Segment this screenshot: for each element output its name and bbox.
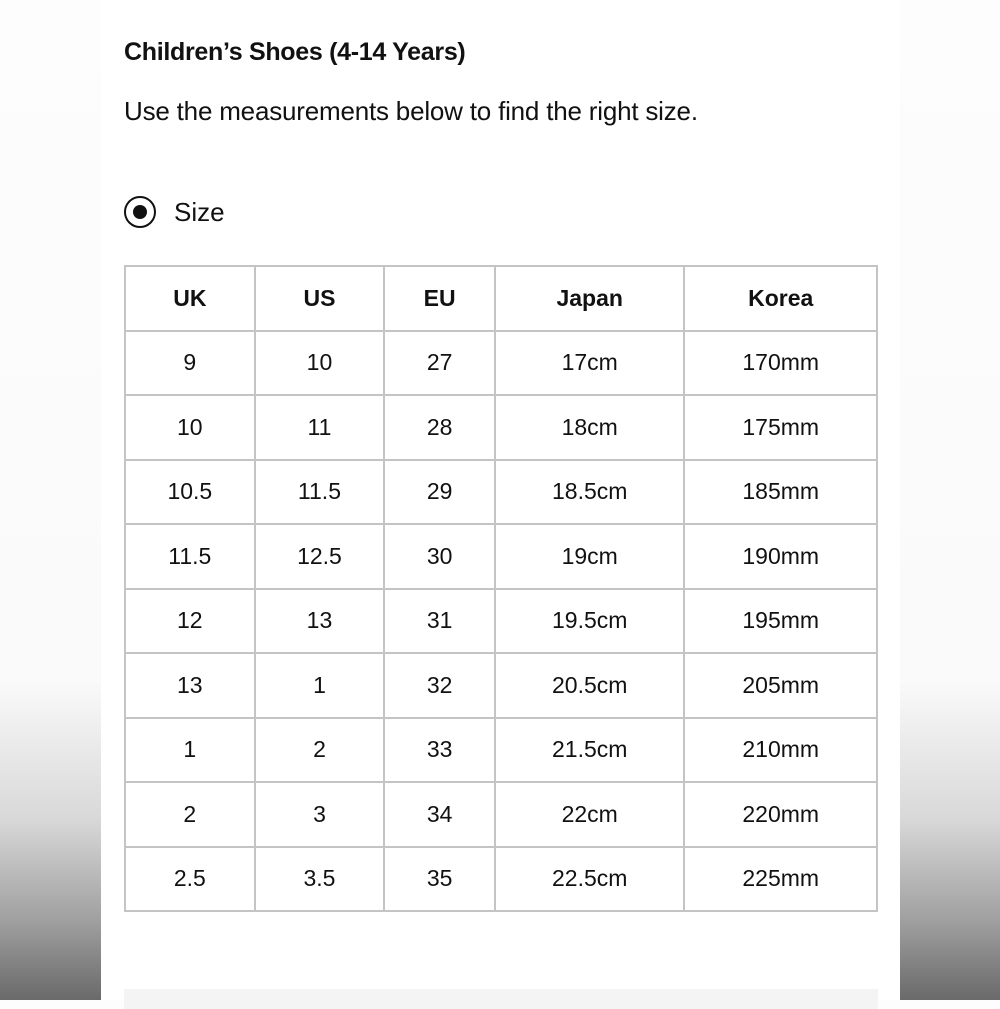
table-cell-japan: 20.5cm <box>495 653 685 718</box>
table-cell-japan: 17cm <box>495 331 685 396</box>
table-row <box>125 718 877 783</box>
table-cell-eu: 29 <box>384 460 495 525</box>
table-cell-eu: 30 <box>384 524 495 589</box>
table-cell-eu: 27 <box>384 331 495 396</box>
column-header-uk: UK <box>125 266 255 331</box>
table-cell-korea: 210mm <box>684 718 877 783</box>
table-cell-us: 2 <box>255 718 385 783</box>
table-cell-us: 1 <box>255 653 385 718</box>
table-cell-japan: 21.5cm <box>495 718 685 783</box>
table-cell-japan: 22.5cm <box>495 847 685 912</box>
table-cell-korea: 170mm <box>684 331 877 396</box>
table-cell-korea: 220mm <box>684 782 877 847</box>
table-cell-us: 3.5 <box>255 847 385 912</box>
table-cell-uk: 10 <box>125 395 255 460</box>
table-cell-uk: 11.5 <box>125 524 255 589</box>
size-table <box>124 265 878 912</box>
table-cell-uk: 12 <box>125 589 255 654</box>
table-cell-eu: 35 <box>384 847 495 912</box>
table-cell-us: 13 <box>255 589 385 654</box>
column-header-us: US <box>255 266 385 331</box>
size-guide-panel <box>101 0 900 1000</box>
table-cell-japan: 22cm <box>495 782 685 847</box>
table-row <box>125 847 877 912</box>
table-cell-uk: 1 <box>125 718 255 783</box>
table-cell-uk: 13 <box>125 653 255 718</box>
column-header-korea: Korea <box>684 266 877 331</box>
table-cell-korea: 205mm <box>684 653 877 718</box>
table-cell-uk: 2 <box>125 782 255 847</box>
table-cell-korea: 225mm <box>684 847 877 912</box>
table-cell-us: 3 <box>255 782 385 847</box>
table-cell-japan: 18cm <box>495 395 685 460</box>
table-row <box>125 782 877 847</box>
table-cell-japan: 19.5cm <box>495 589 685 654</box>
table-cell-eu: 32 <box>384 653 495 718</box>
table-cell-eu: 34 <box>384 782 495 847</box>
table-row <box>125 331 877 396</box>
table-cell-us: 10 <box>255 331 385 396</box>
table-cell-eu: 31 <box>384 589 495 654</box>
radio-selected-icon[interactable] <box>124 196 156 228</box>
size-radio-option[interactable] <box>124 196 225 228</box>
table-cell-us: 11.5 <box>255 460 385 525</box>
column-header-eu: EU <box>384 266 495 331</box>
table-cell-uk: 10.5 <box>125 460 255 525</box>
table-cell-korea: 195mm <box>684 589 877 654</box>
table-cell-korea: 185mm <box>684 460 877 525</box>
table-row <box>125 589 877 654</box>
table-row <box>125 524 877 589</box>
table-cell-uk: 9 <box>125 331 255 396</box>
table-cell-korea: 175mm <box>684 395 877 460</box>
info-box <box>124 989 878 1009</box>
table-row <box>125 395 877 460</box>
page-title: Children’s Shoes (4-14 Years) <box>124 38 466 66</box>
page-subtitle: Use the measurements below to find the right size. <box>124 96 698 126</box>
table-cell-japan: 18.5cm <box>495 460 685 525</box>
table-cell-eu: 33 <box>384 718 495 783</box>
table-cell-us: 12.5 <box>255 524 385 589</box>
table-cell-eu: 28 <box>384 395 495 460</box>
table-row <box>125 653 877 718</box>
table-cell-uk: 2.5 <box>125 847 255 912</box>
size-radio-label: Size <box>174 196 225 227</box>
table-cell-japan: 19cm <box>495 524 685 589</box>
column-header-japan: Japan <box>495 266 685 331</box>
table-cell-korea: 190mm <box>684 524 877 589</box>
table-cell-us: 11 <box>255 395 385 460</box>
table-row <box>125 460 877 525</box>
